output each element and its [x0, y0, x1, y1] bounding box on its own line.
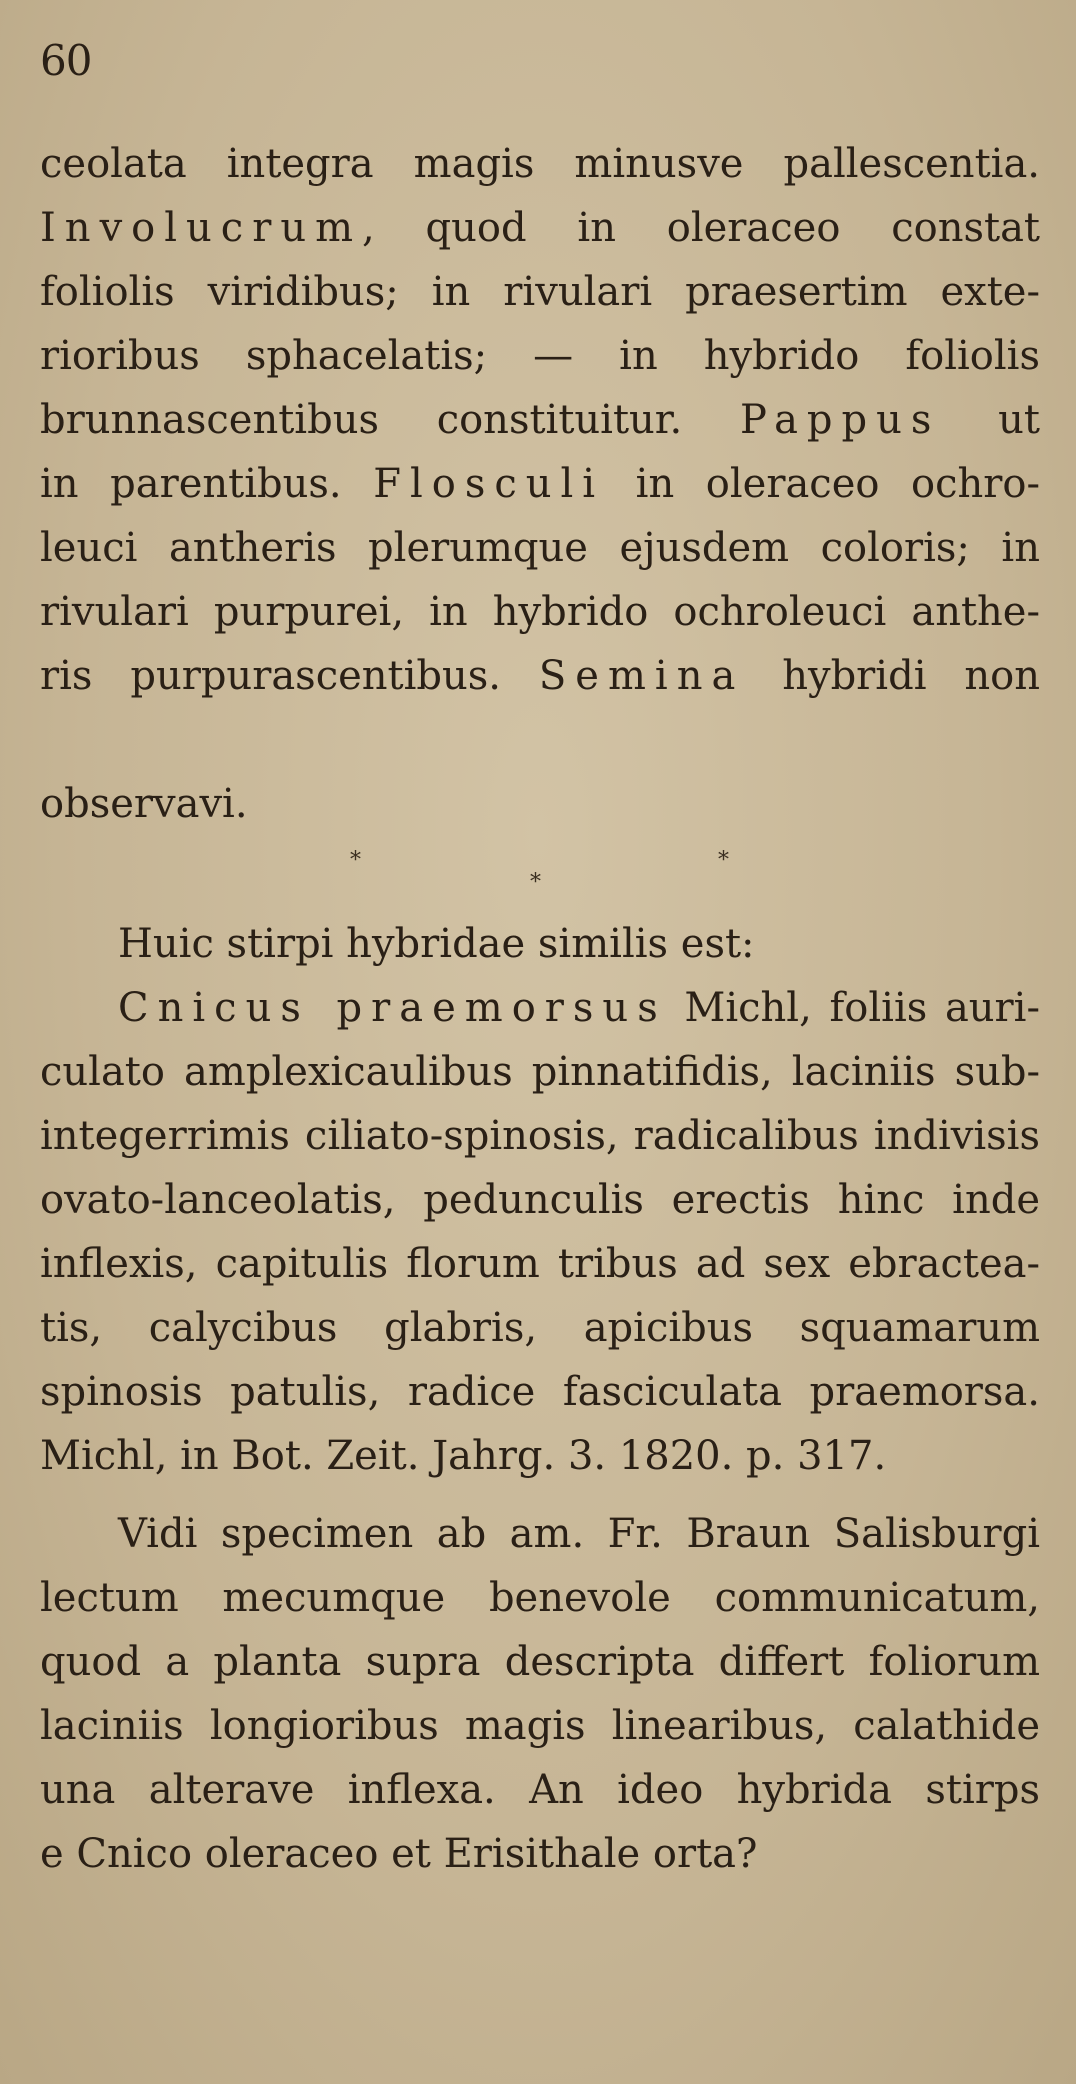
separator-star: * [350, 848, 361, 873]
separator-star: * [530, 870, 541, 895]
text-line: foliolis viridibus; in rivulari praesertim exte- [40, 269, 1040, 315]
text-line: Huic stirpi hybridae similis est: [118, 921, 755, 967]
text-line: Michl, in Bot. Zeit. Jahrg. 3. 1820. p. 317. [40, 1433, 887, 1479]
text-line: Vidi specimen ab am. Fr. Braun Salisburgi [118, 1511, 1040, 1557]
text-line [40, 652, 1040, 700]
text-line: tis, calycibus glabris, apicibus squamarum [40, 1305, 1040, 1351]
text-line: quod a planta supra descripta differt foliorum [40, 1639, 1040, 1685]
text-run: , quod in oleraceo constat [362, 205, 1040, 251]
text-run: brunnascentibus constituitur. [40, 397, 740, 443]
text-run: in parentibus. [40, 461, 374, 507]
spaced-term-flosculi: Flosculi [373, 461, 605, 507]
text-line: lectum mecumque benevole communicatum, [40, 1575, 1040, 1621]
separator-star: * [718, 848, 729, 873]
section-separator [0, 848, 1076, 895]
text-line: observavi. [40, 781, 248, 827]
text-line [118, 984, 1040, 1032]
text-line: inflexis, capitulis florum tribus ad sex ebractea- [40, 1241, 1040, 1287]
page-number: 60 [40, 36, 92, 85]
text-run: in oleraceo ochro- [604, 461, 1040, 507]
spaced-term-involucrum: Involucrum [40, 205, 363, 251]
text-run: Michl, foliis auri- [666, 985, 1040, 1031]
text-line: e Cnico oleraceo et Erisithale orta? [40, 1831, 758, 1877]
text-run: ris purpurascentibus. [40, 653, 539, 699]
spaced-term-pappus: Pappus [739, 397, 941, 443]
text-line: ceolata integra magis minusve pallescentia. [40, 141, 1040, 187]
text-line: rivulari purpurei, in hybrido ochroleuci anthe- [40, 589, 1040, 635]
text-line: laciniis longioribus magis linearibus, calathide [40, 1703, 1040, 1749]
text-run: ut [940, 397, 1040, 443]
text-line: una alterave inflexa. An ideo hybrida stirps [40, 1767, 1040, 1813]
text-line [40, 460, 1040, 508]
text-run: hybridi non [744, 653, 1040, 699]
text-line [40, 204, 1040, 252]
text-line: rioribus sphacelatis; — in hybrido foliolis [40, 333, 1040, 379]
text-line: culato amplexicaulibus pinnatifidis, laciniis sub- [40, 1049, 1040, 1095]
text-line: ovato-lanceolatis, pedunculis erectis hinc inde [40, 1177, 1040, 1223]
spaced-term-semina: Semina [538, 653, 745, 699]
text-line [40, 396, 1040, 444]
text-line: integerrimis ciliato-spinosis, radicalibus indivisis [40, 1113, 1040, 1159]
spaced-term-cnicus-praemorsus: Cnicus praemorsus [118, 985, 667, 1031]
text-line: spinosis patulis, radice fasciculata praemorsa. [40, 1369, 1040, 1415]
text-line: leuci antheris plerumque ejusdem coloris; in [40, 525, 1040, 571]
